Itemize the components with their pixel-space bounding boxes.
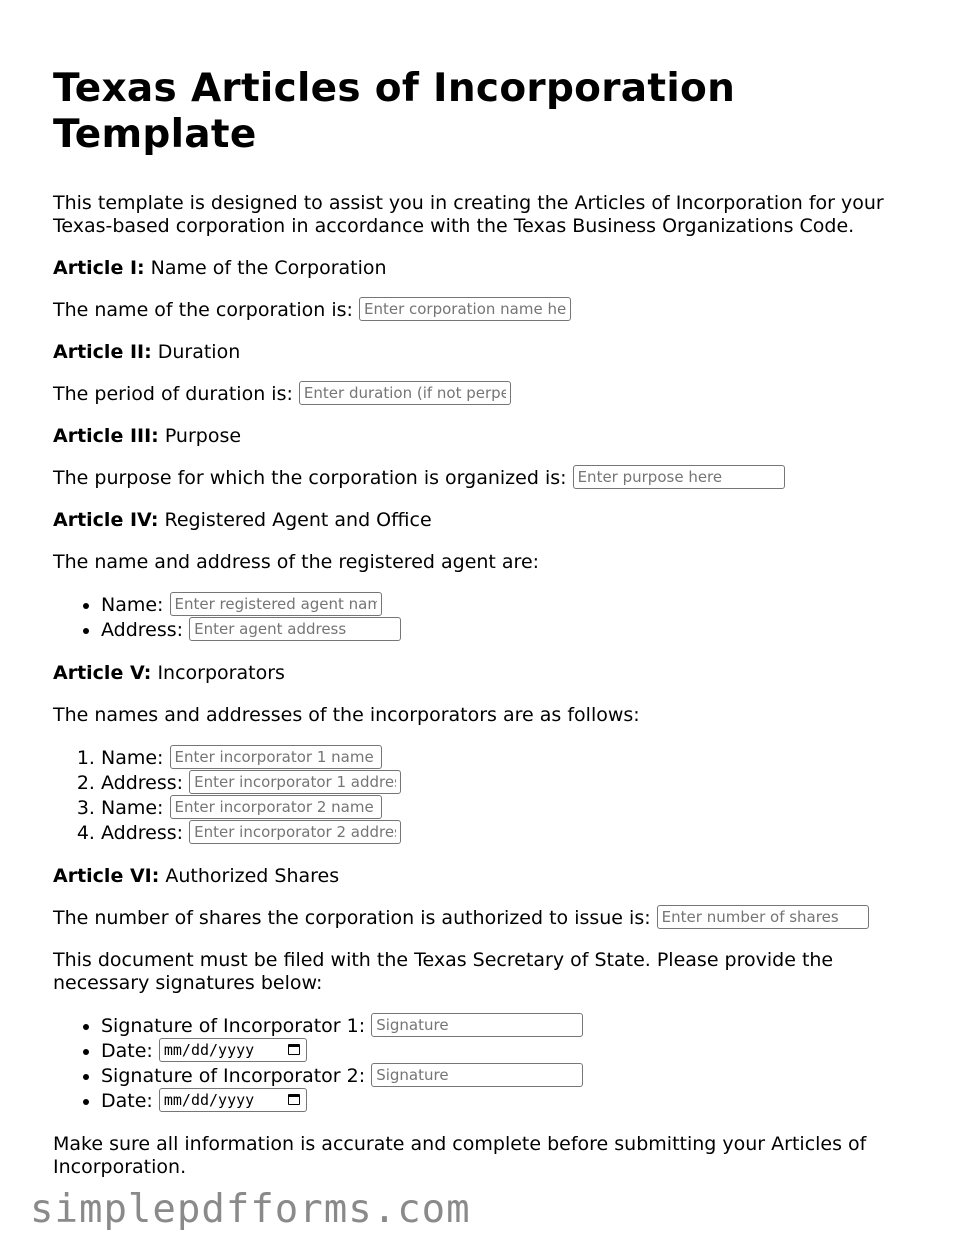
date-1-value: mm/dd/yyyy <box>163 1041 255 1059</box>
article-6-label: Article VI: <box>53 865 160 887</box>
list-item <box>101 746 903 771</box>
incorporators-list <box>53 746 903 846</box>
duration-input[interactable] <box>299 381 511 405</box>
article-6-heading <box>53 865 903 888</box>
article-2-title: Duration <box>157 341 241 363</box>
calendar-icon[interactable] <box>288 1094 300 1105</box>
article-6-row <box>53 907 903 930</box>
incorporator-2-name-input[interactable] <box>170 795 382 819</box>
date-2-input[interactable] <box>159 1088 307 1112</box>
date-1-input[interactable] <box>159 1038 307 1062</box>
purpose-label: The purpose for which the corporation is organized is: <box>53 467 567 489</box>
article-3-row <box>53 467 903 490</box>
agent-name-input[interactable] <box>170 592 382 616</box>
article-4-heading <box>53 509 903 532</box>
signature-1-label: Signature of Incorporator 1: <box>101 1015 366 1037</box>
list-item <box>101 1064 903 1089</box>
incorporator-1-name-label: Name: <box>101 747 164 769</box>
incorporator-1-address-input[interactable] <box>189 770 401 794</box>
signature-2-label: Signature of Incorporator 2: <box>101 1065 366 1087</box>
article-1-title: Name of the Corporation <box>150 257 387 279</box>
article-2-row <box>53 383 903 406</box>
date-2-value: mm/dd/yyyy <box>163 1091 255 1109</box>
date-2-label: Date: <box>101 1090 153 1112</box>
agent-address-label: Address: <box>101 619 184 641</box>
registered-agent-text: The name and address of the registered agent are: <box>53 551 540 573</box>
list-item <box>101 771 903 796</box>
watermark: simplepdfforms.com <box>30 1187 471 1232</box>
registered-agent-list <box>53 593 903 643</box>
article-2-heading <box>53 341 903 364</box>
article-3-title: Purpose <box>164 425 242 447</box>
signatures-list <box>53 1014 903 1114</box>
purpose-input[interactable] <box>573 465 785 489</box>
filing-note: This document must be filed with the Texas Secretary of State. Please provide the necessary signatures below: <box>53 949 834 994</box>
incorporator-1-address-label: Address: <box>101 772 184 794</box>
incorporator-2-address-label: Address: <box>101 822 184 844</box>
shares-input[interactable] <box>657 905 869 929</box>
signature-2-input[interactable] <box>371 1063 583 1087</box>
incorporators-text: The names and addresses of the incorporators are as follows: <box>53 704 640 726</box>
article-1-label: Article I: <box>53 257 145 279</box>
document <box>53 66 903 1198</box>
article-1-heading <box>53 257 903 280</box>
agent-address-input[interactable] <box>189 617 401 641</box>
list-item <box>101 1089 903 1114</box>
article-3-label: Article III: <box>53 425 159 447</box>
article-1-row <box>53 299 903 322</box>
calendar-icon[interactable] <box>288 1044 300 1055</box>
incorporator-2-address-input[interactable] <box>189 820 401 844</box>
article-4-title: Registered Agent and Office <box>164 509 432 531</box>
closing-paragraph: Make sure all information is accurate and complete before submitting your Articles of Incorporation. <box>53 1133 867 1178</box>
list-item <box>101 1014 903 1039</box>
article-6-title: Authorized Shares <box>165 865 340 887</box>
incorporator-2-name-label: Name: <box>101 797 164 819</box>
list-item <box>101 821 903 846</box>
list-item <box>101 593 903 618</box>
article-4-label: Article IV: <box>53 509 159 531</box>
date-1-label: Date: <box>101 1040 153 1062</box>
agent-name-label: Name: <box>101 594 164 616</box>
article-2-label: Article II: <box>53 341 152 363</box>
incorporator-1-name-input[interactable] <box>170 745 382 769</box>
article-5-label: Article V: <box>53 662 152 684</box>
list-item <box>101 618 903 643</box>
list-item <box>101 1039 903 1064</box>
corporation-name-input[interactable] <box>359 297 571 321</box>
intro-paragraph: This template is designed to assist you in creating the Articles of Incorporation for your Texas-based corporation in accordance with the Texas Business Organizations Code. <box>53 192 884 237</box>
article-3-heading <box>53 425 903 448</box>
page-title: Texas Articles of Incorporation Template <box>53 66 736 157</box>
list-item <box>101 796 903 821</box>
article-5-title: Incorporators <box>157 662 285 684</box>
duration-label: The period of duration is: <box>53 383 293 405</box>
shares-label: The number of shares the corporation is authorized to issue is: <box>53 907 651 929</box>
signature-1-input[interactable] <box>371 1013 583 1037</box>
corporation-name-label: The name of the corporation is: <box>53 299 353 321</box>
article-5-heading <box>53 662 903 685</box>
